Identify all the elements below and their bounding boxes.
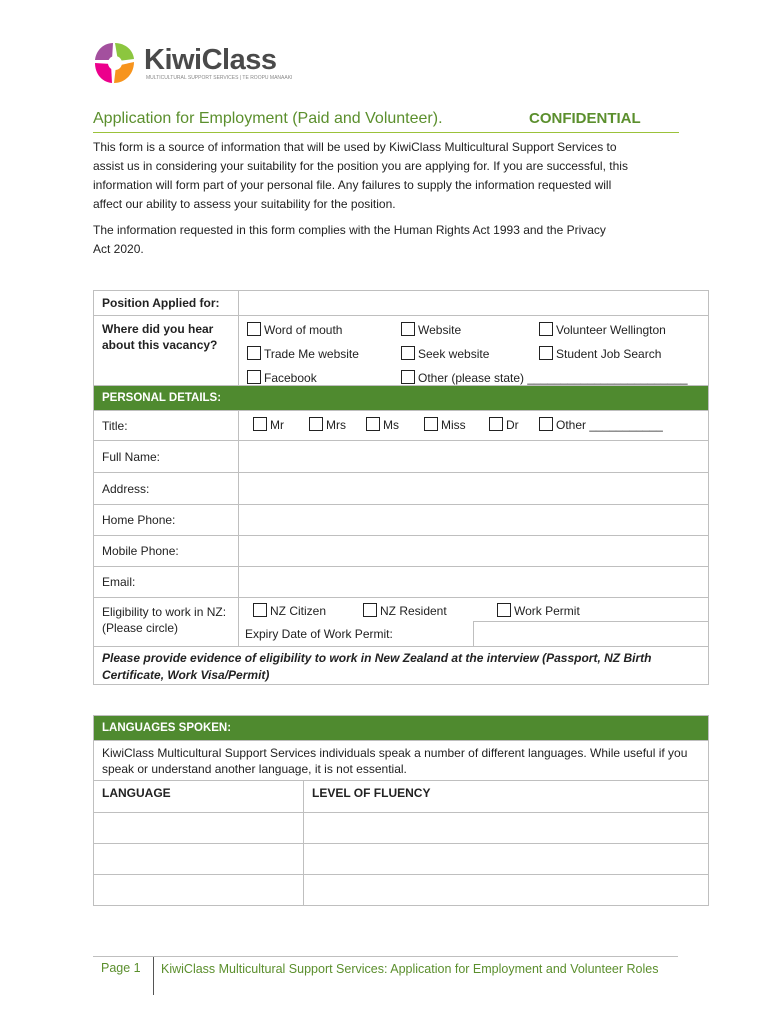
option-volunteer-wellington[interactable] [539, 322, 666, 337]
intro-paragraph-2 [93, 221, 693, 259]
eligibility-work-permit[interactable] [497, 603, 580, 618]
intro-line: assist us in considering your suitability for the position you are applying for. If you are successful, this [93, 159, 628, 173]
page-number: Page 1 [101, 961, 141, 975]
intro-paragraph-1 [93, 138, 693, 214]
language-input[interactable] [94, 875, 304, 906]
option-label: NZ Citizen [270, 604, 327, 618]
home-phone-input[interactable] [239, 505, 709, 536]
vacancy-label: Where did you hear about this vacancy? [94, 316, 239, 386]
languages-note: KiwiClass Multicultural Support Services individuals speak a number of different languages. While useful if you speak or understand another language, it is not essential. [94, 741, 709, 781]
email-label: Email: [94, 567, 239, 598]
checkbox[interactable] [309, 417, 323, 431]
option-label: Ms [383, 418, 399, 432]
languages-table [93, 715, 709, 906]
kiwiclass-logo-icon [92, 40, 138, 86]
expiry-input[interactable] [474, 622, 709, 647]
title-miss[interactable] [424, 417, 466, 432]
checkbox[interactable] [401, 346, 415, 360]
page-footer [93, 956, 678, 995]
personal-details-header: PERSONAL DETAILS: [94, 386, 709, 411]
option-label: NZ Resident [380, 604, 447, 618]
eligibility-nz-citizen[interactable] [253, 603, 326, 618]
option-label: Work Permit [514, 604, 580, 618]
application-form-table [93, 290, 709, 685]
mobile-phone-input[interactable] [239, 536, 709, 567]
title-other[interactable] [539, 417, 663, 432]
option-label: Other ___________ [556, 418, 663, 432]
position-input[interactable] [239, 291, 709, 316]
evidence-note: Please provide evidence of eligibility to work in New Zealand at the interview (Passport, NZ Birth Certificate, Work Visa/Permit) [94, 647, 709, 685]
checkbox[interactable] [253, 603, 267, 617]
checkbox[interactable] [247, 346, 261, 360]
logo [92, 40, 292, 88]
option-label: Other (please state) ________________________ [418, 371, 688, 385]
option-label: Miss [441, 418, 466, 432]
page-title: Application for Employment (Paid and Volunteer). [93, 110, 443, 127]
option-label: Mr [270, 418, 284, 432]
intro-line: This form is a source of information that will be used by KiwiClass Multicultural Support Services to [93, 140, 617, 154]
intro-line: affect our ability to assess your suitability for the position. [93, 197, 396, 211]
col-language: LANGUAGE [94, 781, 304, 813]
title-mr[interactable] [253, 417, 284, 432]
expiry-label: Expiry Date of Work Permit: [239, 622, 474, 647]
title-ms[interactable] [366, 417, 399, 432]
title-dr[interactable] [489, 417, 519, 432]
option-label: Facebook [264, 371, 317, 385]
checkbox[interactable] [539, 322, 553, 336]
fluency-input[interactable] [304, 844, 709, 875]
option-website[interactable] [401, 322, 461, 337]
checkbox[interactable] [489, 417, 503, 431]
col-fluency: LEVEL OF FLUENCY [304, 781, 709, 813]
address-label: Address: [94, 473, 239, 505]
option-label: Website [418, 323, 462, 337]
mobile-phone-label: Mobile Phone: [94, 536, 239, 567]
option-label: Dr [506, 418, 519, 432]
brand-name: KiwiClass [144, 44, 277, 76]
checkbox[interactable] [401, 370, 415, 384]
intro-line: information will form part of your personal file. Any failures to supply the information requested will [93, 178, 612, 192]
title-label: Title: [94, 411, 239, 441]
checkbox[interactable] [247, 322, 261, 336]
checkbox[interactable] [363, 603, 377, 617]
option-label: Student Job Search [556, 347, 662, 361]
option-student-job-search[interactable] [539, 346, 661, 361]
eligibility-label: Eligibility to work in NZ: (Please circle) [94, 598, 239, 647]
full-name-input[interactable] [239, 441, 709, 473]
option-other[interactable] [401, 370, 688, 385]
checkbox[interactable] [247, 370, 261, 384]
option-label: Word of mouth [264, 323, 343, 337]
checkbox[interactable] [539, 346, 553, 360]
checkbox[interactable] [401, 322, 415, 336]
checkbox[interactable] [497, 603, 511, 617]
option-label: Seek website [418, 347, 490, 361]
full-name-label: Full Name: [94, 441, 239, 473]
option-facebook[interactable] [247, 370, 317, 385]
option-word-of-mouth[interactable] [247, 322, 342, 337]
intro-line: The information requested in this form complies with the Human Rights Act 1993 and the Privacy [93, 223, 606, 237]
fluency-input[interactable] [304, 875, 709, 906]
email-input[interactable] [239, 567, 709, 598]
option-trade-me[interactable] [247, 346, 359, 361]
option-label: Volunteer Wellington [556, 323, 666, 337]
intro-line: Act 2020. [93, 242, 144, 256]
title-mrs[interactable] [309, 417, 346, 432]
confidential-label: CONFIDENTIAL [529, 110, 641, 127]
footer-text: KiwiClass Multicultural Support Services: Application for Employment and Volunteer Roles [161, 962, 659, 976]
option-seek[interactable] [401, 346, 489, 361]
language-input[interactable] [94, 813, 304, 844]
title-row [93, 110, 679, 133]
vacancy-options [239, 316, 709, 386]
checkbox[interactable] [424, 417, 438, 431]
address-input[interactable] [239, 473, 709, 505]
checkbox[interactable] [366, 417, 380, 431]
option-label: Trade Me website [264, 347, 359, 361]
language-input[interactable] [94, 844, 304, 875]
home-phone-label: Home Phone: [94, 505, 239, 536]
option-label: Mrs [326, 418, 346, 432]
footer-divider [153, 957, 154, 995]
eligibility-options [239, 598, 709, 622]
checkbox[interactable] [253, 417, 267, 431]
checkbox[interactable] [539, 417, 553, 431]
brand-tagline: MULTICULTURAL SUPPORT SERVICES | TE ROOPU MANAAKI [146, 75, 293, 81]
languages-header: LANGUAGES SPOKEN: [94, 716, 709, 741]
position-label: Position Applied for: [94, 291, 239, 316]
fluency-input[interactable] [304, 813, 709, 844]
title-options [239, 411, 709, 441]
eligibility-nz-resident[interactable] [363, 603, 447, 618]
